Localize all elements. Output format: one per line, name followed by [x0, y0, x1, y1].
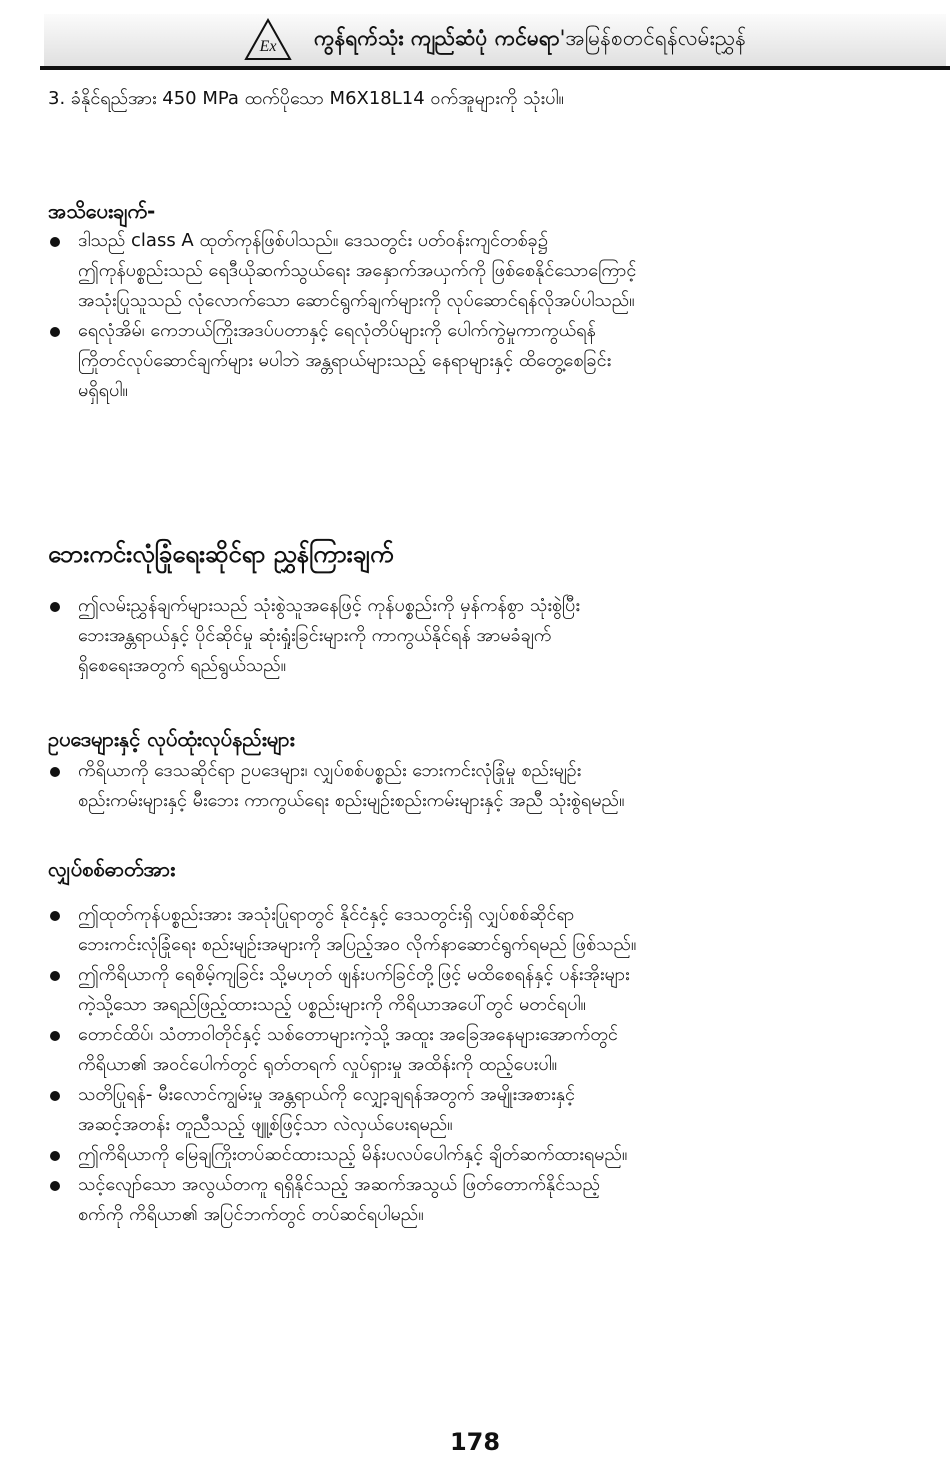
bullet-line: ဘေးအန္တရာယ်နှင့် ပိုင်ဆိုင်မှု ဆုံးရှုံးခြင်းများကို ကာကွယ်နိုင်ရန် အာမခံချက်	[78, 625, 552, 646]
install-step-3	[48, 84, 940, 114]
bullet-line: ဤကိရိယာကို ရေစိမ့်ကျခြင်း သို့မဟုတ် ဖျန်းပက်ခြင်တို့ဖြင့် မထိစေရန်နှင့် ပန်းအိုးများ	[78, 964, 630, 985]
bullet-item	[48, 1080, 940, 1140]
bullet-item	[48, 960, 940, 1020]
electric-heading: လျှပ်စစ်ဓာတ်အား	[48, 857, 176, 881]
bullet-line: ဤကိရိယာကို မြေချကြိုးတပ်ဆင်ထားသည့် မိန်းပလပ်ပေါက်နှင့် ချိတ်ဆက်ထားရမည်။	[78, 1144, 628, 1165]
safety-section	[48, 537, 940, 681]
notice-section	[48, 196, 940, 406]
bullet-line: ကိရိယာကို ဒေသဆိုင်ရာ ဥပဒေများ၊ လျှပ်စစ်ပစ္စည်း ဘေးကင်းလုံခြုံမှု စည်းမျဉ်း	[78, 760, 582, 781]
page-header	[44, 14, 946, 66]
bullet-item	[48, 1170, 940, 1230]
bullet-line: ကြိုတင်လုပ်ဆောင်ချက်များ မပါဘဲ အန္တရာယ်များသည့် နေရာများနှင့် ထိတွေ့စေခြင်း	[78, 350, 612, 371]
bullet-line: ဤကုန်ပစ္စည်းသည် ရေဒီယိုဆက်သွယ်ရေး အနှောက်အယှက်ကို ဖြစ်စေနိုင်သောကြောင့်	[78, 260, 637, 281]
safety-list	[48, 591, 940, 681]
bullet-line: အသုံးပြုသူသည် လုံလောက်သော ဆောင်ရွက်ချက်များကို လုပ်ဆောင်ရန်လိုအပ်ပါသည်။	[78, 290, 635, 311]
bullet-line: ကဲ့သို့သော အရည်ဖြည့်ထားသည့် ပစ္စည်းများကို ကိရိယာအပေါ်တွင် မတင်ရပါ။	[78, 994, 586, 1015]
bullet-item	[48, 900, 940, 960]
bullet-line: ဘေးကင်းလုံခြုံရေး စည်းမျဉ်းအများကို အပြည့်အဝ လိုက်နာဆောင်ရွက်ရမည် ဖြစ်သည်။	[78, 934, 637, 955]
laws-section	[48, 722, 940, 816]
bullet-line: တောင်ထိပ်၊ သံတာဝါတိုင်နှင့် သစ်တောများကဲ့သို့ အထူး အခြေအနေများအောက်တွင်	[78, 1024, 618, 1045]
bullet-item	[48, 756, 940, 816]
bullet-item	[48, 316, 940, 406]
electric-list	[48, 900, 940, 1230]
page-number: 178	[449, 1428, 501, 1456]
ex-explosion-proof-icon	[244, 18, 292, 62]
laws-heading: ဥပဒေများနှင့် လုပ်ထုံးလုပ်နည်းများ	[48, 727, 295, 751]
bullet-line: မရှိရပါ။	[78, 380, 128, 401]
bullet-item	[48, 1020, 940, 1080]
notice-heading: အသိပေးချက်-	[48, 199, 156, 223]
bullet-item	[48, 226, 940, 316]
safety-heading: ဘေးကင်းလုံခြုံရေးဆိုင်ရာ ညွှန်ကြားချက်	[48, 540, 394, 568]
bullet-line: ကိရိယာ၏ အဝင်ပေါက်တွင် ရုတ်တရက် လှုပ်ရှားမှု အထိန်းကို ထည့်ပေးပါ။	[78, 1054, 558, 1075]
bullet-line: ရေလုံအိမ်၊ ကေဘယ်ကြိုးအဒပ်ပတာနှင့် ရေလုံတိပ်များကို ပေါက်ကွဲမှုကာကွယ်ရန်	[78, 320, 596, 341]
bullet-line: စက်ကို ကိရိယာ၏ အပြင်ဘက်တွင် တပ်ဆင်ရပါမည်။	[78, 1204, 424, 1225]
notice-list	[48, 226, 940, 406]
bullet-item	[48, 591, 940, 681]
bullet-item	[48, 1140, 940, 1170]
laws-list	[48, 756, 940, 816]
step-3-text: 3. ခံနိုင်ရည်အား 450 MPa ထက်ပိုသော M6X18L14 ဝက်အူများကို သုံးပါ။	[48, 88, 564, 109]
header-rule	[40, 66, 950, 70]
bullet-line: ဒါသည် class A ထုတ်ကုန်ဖြစ်ပါသည်။ ဒေသတွင်း ပတ်ဝန်းကျင်တစ်ခု၌	[78, 230, 548, 251]
bullet-line: စည်းကမ်းများနှင့် မီးဘေး ကာကွယ်ရေး စည်းမျဉ်းစည်းကမ်းများနှင့် အညီ သုံးစွဲရမည်။	[78, 790, 625, 811]
electric-section	[48, 852, 940, 1230]
bullet-line: ဤထုတ်ကုန်ပစ္စည်းအား အသုံးပြုရာတွင် နိုင်ငံနှင့် ဒေသတွင်းရှိ လျှပ်စစ်ဆိုင်ရာ	[78, 904, 575, 925]
svg-text:Ex: Ex	[259, 38, 277, 55]
page-title: ကွန်ရက်သုံး ကျည်ဆံပုံ ကင်မရာ'အမြန်စတင်ရန်လမ်းညွှန်	[313, 25, 747, 50]
bullet-line: ရှိစေရေးအတွက် ရည်ရွယ်သည်။	[78, 655, 287, 676]
bullet-line: အဆင့်အတန်း တူညီသည့် ဖျူ့စ်ဖြင့်သာ လဲလှယ်ပေးရမည်။	[78, 1114, 453, 1135]
bullet-line: သတိပြုရန်- မီးလောင်ကျွမ်းမှု အန္တရာယ်ကို လျှော့ချရန်အတွက် အမျိုးအစားနှင့်	[78, 1084, 575, 1105]
bullet-line: ဤလမ်းညွှန်ချက်များသည် သုံးစွဲသူအနေဖြင့် ကုန်ပစ္စည်းကို မှန်ကန်စွာ သုံးစွဲပြီး	[78, 595, 580, 616]
bullet-line: သင့်လျော်သော အလွယ်တကူ ရရှိနိုင်သည့် အဆက်အသွယ် ဖြတ်တောက်နိုင်သည့်	[78, 1174, 600, 1195]
